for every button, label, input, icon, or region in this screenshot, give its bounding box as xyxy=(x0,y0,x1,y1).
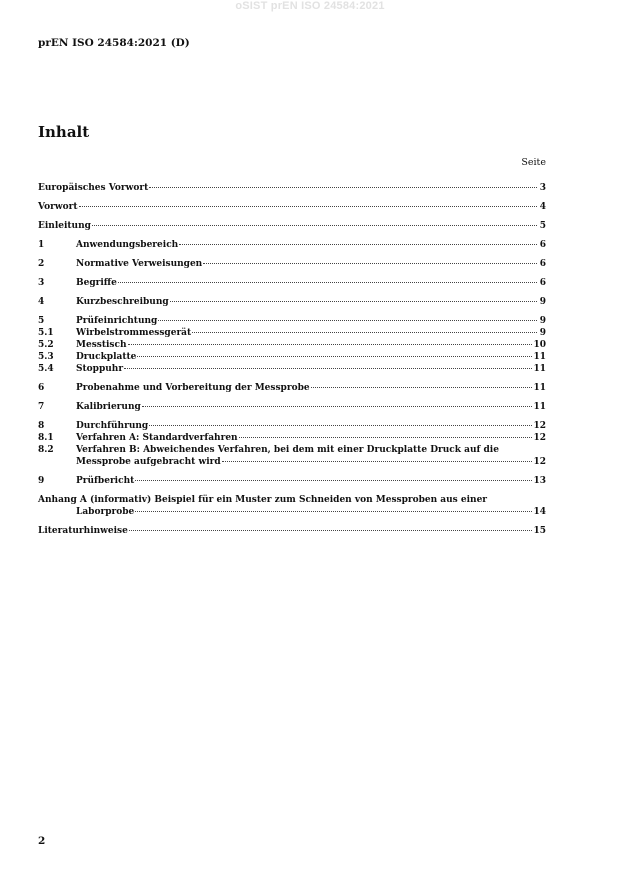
toc-entry-number: 5.4 xyxy=(38,364,54,374)
toc-entry-page: 11 xyxy=(533,402,546,412)
toc-entry-european-foreword[interactable] xyxy=(38,182,546,194)
table-of-contents xyxy=(38,182,546,537)
dot-leader xyxy=(135,480,532,481)
toc-entry-page: 5 xyxy=(539,221,546,231)
toc-entry-section-8[interactable] xyxy=(38,420,546,432)
dot-leader xyxy=(129,530,533,531)
dot-leader xyxy=(79,206,537,207)
toc-entry-page: 6 xyxy=(539,259,546,269)
toc-entry-section-2[interactable] xyxy=(38,258,546,270)
toc-entry-section-5-1[interactable] xyxy=(38,327,546,339)
dot-leader xyxy=(92,225,537,226)
dot-leader xyxy=(311,387,533,388)
toc-entry-title: Anhang A (informativ) Beispiel für ein Muster zum Schneiden von Messproben aus einer xyxy=(38,495,488,505)
dot-leader xyxy=(137,356,532,357)
page-column-label: Seite xyxy=(521,157,546,168)
toc-entry-number: 9 xyxy=(38,476,45,486)
toc-entry-page: 6 xyxy=(539,240,546,250)
toc-entry-title: Prüfeinrichtung xyxy=(76,316,158,326)
toc-entry-page: 15 xyxy=(533,526,546,536)
toc-entry-title: Probenahme und Vorbereitung der Messprobe xyxy=(76,383,310,393)
toc-entry-page: 4 xyxy=(539,202,546,212)
toc-entry-section-7[interactable] xyxy=(38,401,546,413)
watermark: oSIST prEN ISO 24584:2021 xyxy=(235,0,385,12)
toc-entry-title: Einleitung xyxy=(38,221,91,231)
toc-entry-page: 9 xyxy=(539,316,546,326)
toc-entry-title-continued: Laborprobe xyxy=(76,507,135,517)
toc-entry-section-8-2[interactable] xyxy=(38,444,546,468)
toc-entry-title: Literaturhinweise xyxy=(38,526,128,536)
dot-leader xyxy=(142,406,533,407)
toc-entry-section-5-3[interactable] xyxy=(38,351,546,363)
toc-entry-number: 2 xyxy=(38,259,45,269)
toc-entry-number: 8.1 xyxy=(38,433,54,443)
toc-heading: Inhalt xyxy=(38,123,90,141)
toc-entry-title: Druckplatte xyxy=(76,352,137,362)
dot-leader xyxy=(239,437,533,438)
toc-entry-page: 11 xyxy=(533,364,546,374)
dot-leader xyxy=(179,244,537,245)
toc-entry-page: 12 xyxy=(533,421,546,431)
toc-entry-page: 6 xyxy=(539,278,546,288)
toc-entry-title: Verfahren B: Abweichendes Verfahren, bei dem mit einer Druckplatte Druck auf die xyxy=(76,445,499,455)
toc-entry-page: 11 xyxy=(533,352,546,362)
page-number: 2 xyxy=(38,835,46,847)
toc-entry-section-6[interactable] xyxy=(38,382,546,394)
toc-entry-page: 14 xyxy=(533,507,546,517)
toc-entry-title: Stoppuhr xyxy=(76,364,124,374)
toc-entry-number: 5.3 xyxy=(38,352,54,362)
toc-entry-page: 12 xyxy=(533,457,546,467)
toc-entry-number: 4 xyxy=(38,297,45,307)
toc-entry-page: 13 xyxy=(533,476,546,486)
toc-entry-section-5[interactable] xyxy=(38,315,546,327)
toc-entry-page: 9 xyxy=(539,297,546,307)
dot-leader xyxy=(149,187,537,188)
toc-entry-section-4[interactable] xyxy=(38,296,546,308)
dot-leader xyxy=(128,344,533,345)
toc-entry-title: Messtisch xyxy=(76,340,127,350)
toc-entry-title: Normative Verweisungen xyxy=(76,259,203,269)
toc-entry-number: 6 xyxy=(38,383,45,393)
dot-leader xyxy=(118,282,537,283)
toc-entry-title-continued: Messprobe aufgebracht wird xyxy=(76,457,221,467)
toc-entry-section-5-4[interactable] xyxy=(38,363,546,375)
toc-entry-page: 9 xyxy=(539,328,546,338)
toc-entry-section-3[interactable] xyxy=(38,277,546,289)
toc-entry-section-9[interactable] xyxy=(38,475,546,487)
dot-leader xyxy=(203,263,537,264)
toc-entry-page: 3 xyxy=(539,183,546,193)
dot-leader xyxy=(158,320,537,321)
toc-entry-section-5-2[interactable] xyxy=(38,339,546,351)
toc-entry-number: 5 xyxy=(38,316,45,326)
toc-entry-page: 11 xyxy=(533,383,546,393)
dot-leader xyxy=(222,461,533,462)
toc-entry-title: Begriffe xyxy=(76,278,117,288)
toc-entry-title: Wirbelstrommessgerät xyxy=(76,328,192,338)
toc-entry-page: 10 xyxy=(533,340,546,350)
toc-entry-title: Durchführung xyxy=(76,421,149,431)
toc-entry-foreword[interactable] xyxy=(38,201,546,213)
toc-entry-number: 3 xyxy=(38,278,45,288)
toc-entry-number: 7 xyxy=(38,402,45,412)
document-identifier: prEN ISO 24584:2021 (D) xyxy=(38,37,190,49)
toc-entry-bibliography[interactable] xyxy=(38,525,546,537)
dot-leader xyxy=(135,511,532,512)
toc-entry-section-8-1[interactable] xyxy=(38,432,546,444)
toc-entry-title: Anwendungsbereich xyxy=(76,240,179,250)
dot-leader xyxy=(124,368,532,369)
toc-entry-title: Prüfbericht xyxy=(76,476,135,486)
toc-entry-title: Kalibrierung xyxy=(76,402,141,412)
toc-entry-title: Verfahren A: Standardverfahren xyxy=(76,433,238,443)
toc-entry-introduction[interactable] xyxy=(38,220,546,232)
toc-entry-number: 5.2 xyxy=(38,340,54,350)
dot-leader xyxy=(170,301,537,302)
toc-entry-number: 1 xyxy=(38,240,45,250)
dot-leader xyxy=(149,425,532,426)
toc-entry-title: Kurzbeschreibung xyxy=(76,297,169,307)
toc-entry-section-1[interactable] xyxy=(38,239,546,251)
toc-entry-number: 5.1 xyxy=(38,328,54,338)
toc-entry-number: 8.2 xyxy=(38,445,54,455)
toc-entry-page: 12 xyxy=(533,433,546,443)
toc-entry-number: 8 xyxy=(38,421,45,431)
toc-entry-title: Europäisches Vorwort xyxy=(38,183,149,193)
toc-entry-annex-a[interactable] xyxy=(38,494,546,518)
dot-leader xyxy=(192,332,537,333)
toc-entry-title: Vorwort xyxy=(38,202,78,212)
